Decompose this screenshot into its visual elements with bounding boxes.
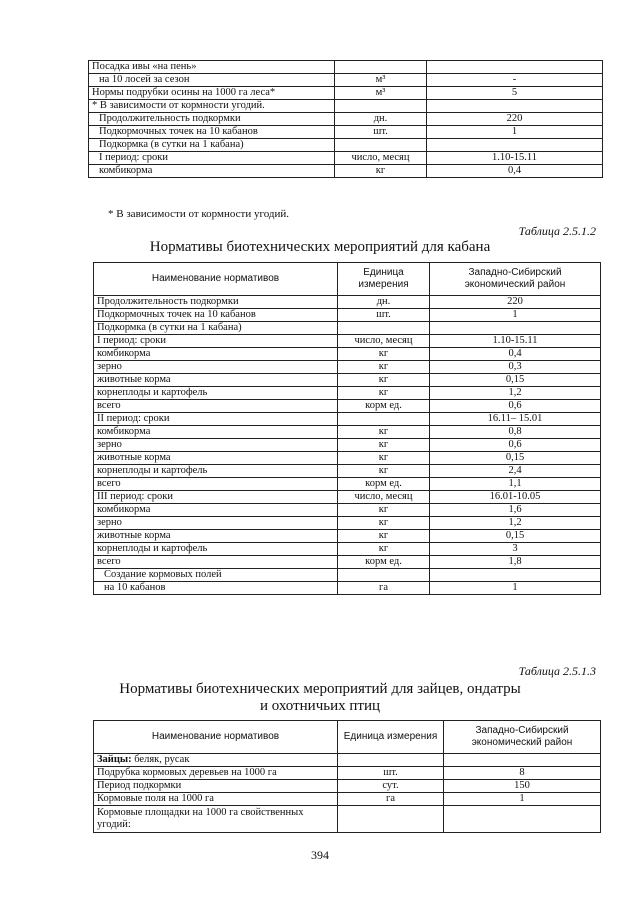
row-value: 220 xyxy=(430,296,601,309)
row-unit: кг xyxy=(338,504,430,517)
row-name: корнеплоды и картофель xyxy=(94,465,338,478)
row-value: 2,4 xyxy=(430,465,601,478)
row-value: 0,6 xyxy=(430,439,601,452)
table-row xyxy=(89,152,603,165)
row-unit xyxy=(335,61,427,74)
row-value xyxy=(427,139,603,152)
table-title-3-line1: Нормативы биотехнических мероприятий для зайцев, ондатры xyxy=(119,681,521,697)
row-unit xyxy=(338,806,444,833)
row-value xyxy=(427,100,603,113)
row-unit: корм ед. xyxy=(338,478,430,491)
row-unit: кг xyxy=(338,530,430,543)
row-unit: кг xyxy=(338,543,430,556)
row-value: 1.10-15.11 xyxy=(430,335,601,348)
row-name: Подкормочных точек на 10 кабанов xyxy=(94,309,338,322)
table-row xyxy=(94,491,601,504)
row-name: зерно xyxy=(94,517,338,530)
row-unit: число, месяц xyxy=(338,491,430,504)
row-value: 0,15 xyxy=(430,452,601,465)
row-name: животные корма xyxy=(94,452,338,465)
row-unit: дн. xyxy=(335,113,427,126)
row-unit xyxy=(338,322,430,335)
table-row xyxy=(94,374,601,387)
table-row xyxy=(94,296,601,309)
table-row xyxy=(94,517,601,530)
table-row xyxy=(94,806,601,833)
header-region: Западно-Сибирский экономический район xyxy=(444,721,601,754)
row-name: комбикорма xyxy=(94,348,338,361)
row-value: 0,8 xyxy=(430,426,601,439)
row-unit xyxy=(335,139,427,152)
row-unit: число, месяц xyxy=(335,152,427,165)
row-unit: число, месяц xyxy=(338,335,430,348)
row-name: животные корма xyxy=(94,374,338,387)
continued-table xyxy=(88,60,603,178)
row-name: всего xyxy=(94,478,338,491)
row-unit: кг xyxy=(338,361,430,374)
row-name: II период: сроки xyxy=(94,413,338,426)
row-value: 1 xyxy=(427,126,603,139)
section-rest: беляк, русак xyxy=(131,754,190,765)
header-region: Западно-Сибирский экономический район xyxy=(430,263,601,296)
row-unit: м³ xyxy=(335,87,427,100)
table-row xyxy=(89,139,603,152)
row-name: Подрубка кормовых деревьев на 1000 га xyxy=(94,767,338,780)
row-unit: кг xyxy=(338,426,430,439)
table-row xyxy=(94,767,601,780)
table-row xyxy=(94,322,601,335)
row-unit: кг xyxy=(338,387,430,400)
section-label xyxy=(94,754,338,767)
row-name: Посадка ивы «на пень» xyxy=(89,61,335,74)
header-unit: Единица измерения xyxy=(338,263,430,296)
table-row xyxy=(94,426,601,439)
row-value xyxy=(430,569,601,582)
row-value: 1 xyxy=(430,582,601,595)
row-value: 0,4 xyxy=(427,165,603,178)
row-name: Подкормка (в сутки на 1 кабана) xyxy=(89,139,335,152)
table-row xyxy=(94,361,601,374)
row-value: 1,6 xyxy=(430,504,601,517)
table-row xyxy=(94,309,601,322)
row-name: I период: сроки xyxy=(94,335,338,348)
table-row xyxy=(89,100,603,113)
table-row xyxy=(94,413,601,426)
table-row xyxy=(89,61,603,74)
row-name: на 10 кабанов xyxy=(94,582,338,595)
table-row xyxy=(89,87,603,100)
table-row xyxy=(94,335,601,348)
table-header-row xyxy=(94,263,601,296)
row-name: III период: сроки xyxy=(94,491,338,504)
row-name: Продолжительность подкормки xyxy=(94,296,338,309)
row-unit: шт. xyxy=(338,767,444,780)
boar-norms-table xyxy=(93,262,601,595)
row-unit: корм ед. xyxy=(338,556,430,569)
row-name: комбикорма xyxy=(94,426,338,439)
table-row xyxy=(89,113,603,126)
row-unit: кг xyxy=(338,439,430,452)
row-value: 0,4 xyxy=(430,348,601,361)
row-unit: корм ед. xyxy=(338,400,430,413)
row-value: 1.10-15.11 xyxy=(427,152,603,165)
row-unit: дн. xyxy=(338,296,430,309)
header-name: Наименование нормативов xyxy=(94,721,338,754)
row-unit xyxy=(338,569,430,582)
row-unit: кг xyxy=(338,465,430,478)
row-name: Продолжительность подкормки xyxy=(89,113,335,126)
table-row xyxy=(94,780,601,793)
row-value: 16.11– 15.01 xyxy=(430,413,601,426)
row-name: Создание кормовых полей xyxy=(94,569,338,582)
row-unit: кг xyxy=(338,348,430,361)
table-title-2: Нормативы биотехнических мероприятий для кабана xyxy=(149,239,491,255)
section-row xyxy=(94,754,601,767)
table-row xyxy=(89,165,603,178)
row-name: I период: сроки xyxy=(89,152,335,165)
row-value: 1,2 xyxy=(430,387,601,400)
table-row xyxy=(94,439,601,452)
row-name: корнеплоды и картофель xyxy=(94,387,338,400)
table-caption-3: Таблица 2.5.1.3 xyxy=(518,664,596,678)
row-value: - xyxy=(427,74,603,87)
row-value xyxy=(427,61,603,74)
table-row xyxy=(94,387,601,400)
section-bold: Зайцы: xyxy=(97,754,132,765)
row-value xyxy=(444,806,601,833)
row-name: комбикорма xyxy=(94,504,338,517)
row-unit: га xyxy=(338,582,430,595)
row-value: 8 xyxy=(444,767,601,780)
row-unit: га xyxy=(338,793,444,806)
row-name: Подкормка (в сутки на 1 кабана) xyxy=(94,322,338,335)
row-unit: кг xyxy=(338,517,430,530)
table-row xyxy=(94,543,601,556)
row-unit: м³ xyxy=(335,74,427,87)
row-name: всего xyxy=(94,556,338,569)
row-value: 0,15 xyxy=(430,530,601,543)
table-row xyxy=(94,465,601,478)
table-row xyxy=(94,400,601,413)
row-unit: шт. xyxy=(338,309,430,322)
table-row xyxy=(94,348,601,361)
table-caption-2: Таблица 2.5.1.2 xyxy=(518,224,596,238)
row-value: 1,1 xyxy=(430,478,601,491)
table-row xyxy=(94,556,601,569)
row-unit: шт. xyxy=(335,126,427,139)
row-name: Период подкормки xyxy=(94,780,338,793)
row-value: 1,8 xyxy=(430,556,601,569)
row-unit: кг xyxy=(338,374,430,387)
table-row xyxy=(89,126,603,139)
row-unit xyxy=(338,413,430,426)
row-unit: кг xyxy=(338,452,430,465)
row-name: комбикорма xyxy=(89,165,335,178)
table-row xyxy=(89,74,603,87)
row-name: * В зависимости от кормности угодий. xyxy=(89,100,335,113)
footnote: * В зависимости от кормности угодий. xyxy=(108,208,289,220)
row-value: 220 xyxy=(427,113,603,126)
row-unit xyxy=(335,100,427,113)
row-name: зерно xyxy=(94,439,338,452)
row-value: 1 xyxy=(444,793,601,806)
table-row xyxy=(94,793,601,806)
row-name: Кормовые поля на 1000 га xyxy=(94,793,338,806)
row-value: 1,2 xyxy=(430,517,601,530)
row-name: животные корма xyxy=(94,530,338,543)
row-unit: кг xyxy=(335,165,427,178)
row-value xyxy=(430,322,601,335)
table-row xyxy=(94,504,601,517)
row-name: зерно xyxy=(94,361,338,374)
row-value: 0,6 xyxy=(430,400,601,413)
table-row xyxy=(94,530,601,543)
table-row xyxy=(94,582,601,595)
row-value: 16.01-10.05 xyxy=(430,491,601,504)
row-name: корнеплоды и картофель xyxy=(94,543,338,556)
table-header-row xyxy=(94,721,601,754)
row-value: 5 xyxy=(427,87,603,100)
header-name: Наименование нормативов xyxy=(94,263,338,296)
hare-norms-table xyxy=(93,720,601,833)
row-value: 0,15 xyxy=(430,374,601,387)
table-title-3-line2: и охотничьих птиц xyxy=(259,698,381,714)
row-name: Нормы подрубки осины на 1000 га леса* xyxy=(89,87,335,100)
table-row xyxy=(94,452,601,465)
row-value: 150 xyxy=(444,780,601,793)
row-value: 3 xyxy=(430,543,601,556)
page-number: 394 xyxy=(311,848,329,862)
row-value: 1 xyxy=(430,309,601,322)
header-unit: Единица измерения xyxy=(338,721,444,754)
row-name: всего xyxy=(94,400,338,413)
row-name: Кормовые площадки на 1000 га свойственных угодий: xyxy=(94,806,338,833)
row-value: 0,3 xyxy=(430,361,601,374)
table-row xyxy=(94,569,601,582)
row-name: на 10 лосей за сезон xyxy=(89,74,335,87)
row-name: Подкормочных точек на 10 кабанов xyxy=(89,126,335,139)
row-unit: сут. xyxy=(338,780,444,793)
table-row xyxy=(94,478,601,491)
